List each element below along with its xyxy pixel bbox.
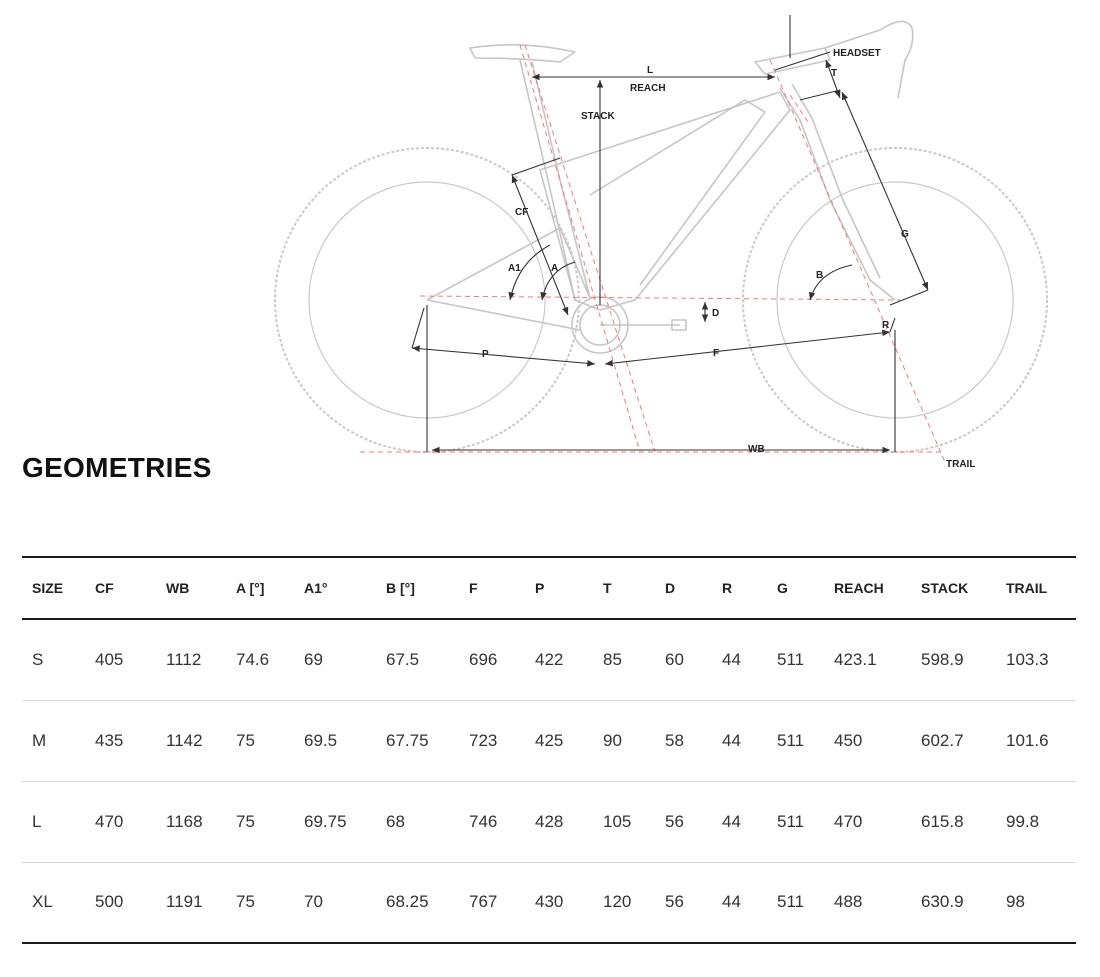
- table-cell: 120: [603, 892, 632, 912]
- column-header: A1°: [304, 580, 328, 596]
- column-header: A [°]: [236, 580, 265, 596]
- column-header: D: [665, 580, 676, 596]
- table-row: [22, 700, 1076, 781]
- table-cell: 1142: [166, 730, 203, 750]
- table-cell: 405: [95, 649, 124, 669]
- column-header: TRAIL: [1006, 580, 1048, 596]
- table-cell: 75: [236, 811, 255, 831]
- bike-frame: [427, 21, 913, 353]
- size-cell: XL: [32, 892, 53, 912]
- table-row: [22, 781, 1076, 862]
- table-cell: 598.9: [921, 649, 964, 669]
- table-header: [22, 557, 1076, 619]
- table-cell: 69.5: [304, 730, 338, 750]
- column-header: P: [535, 580, 545, 596]
- geometry-table: [22, 556, 1076, 944]
- table-row: [22, 619, 1076, 700]
- wb-label: WB: [748, 444, 765, 455]
- table-cell: 630.9: [921, 892, 964, 912]
- table-cell: 74.6: [236, 649, 270, 669]
- table-cell: 68.25: [386, 892, 429, 912]
- table-cell: 90: [603, 730, 622, 750]
- table-cell: 105: [603, 811, 632, 831]
- table-cell: 696: [469, 649, 498, 669]
- table-cell: 44: [722, 730, 741, 750]
- dimension-lines: [412, 15, 928, 452]
- table-cell: 75: [236, 892, 255, 912]
- table-cell: 602.7: [921, 730, 964, 750]
- table-cell: 430: [535, 892, 564, 912]
- table-cell: 470: [95, 811, 124, 831]
- table-cell: 435: [95, 730, 124, 750]
- column-header: REACH: [834, 580, 884, 596]
- r-label: R: [882, 320, 890, 331]
- table-cell: 488: [834, 892, 863, 912]
- table-cell: 511: [777, 811, 805, 831]
- table-cell: 101.6: [1006, 730, 1049, 750]
- column-header: WB: [166, 580, 190, 596]
- b-label: B: [816, 270, 824, 281]
- table-cell: 511: [777, 649, 805, 669]
- column-header: T: [603, 580, 612, 596]
- trail-label: TRAIL: [946, 459, 976, 470]
- table-cell: 450: [834, 730, 863, 750]
- table-cell: 723: [469, 730, 498, 750]
- table-body: [22, 619, 1076, 943]
- column-header: STACK: [921, 580, 969, 596]
- table-cell: 767: [469, 892, 498, 912]
- stack-label: STACK: [581, 111, 615, 122]
- table-cell: 70: [304, 892, 323, 912]
- table-cell: 103.3: [1006, 649, 1049, 669]
- table-cell: 470: [834, 811, 863, 831]
- column-header: G: [777, 580, 788, 596]
- table-row: [22, 862, 1076, 943]
- p-label: P: [482, 349, 489, 360]
- table-cell: 44: [722, 892, 741, 912]
- table-cell: 75: [236, 730, 255, 750]
- column-header: CF: [95, 580, 114, 596]
- table-cell: 44: [722, 811, 741, 831]
- column-header: R: [722, 580, 733, 596]
- table-cell: 60: [665, 649, 684, 669]
- table-cell: 500: [95, 892, 124, 912]
- l-label: L: [647, 65, 654, 76]
- table-cell: 423.1: [834, 649, 877, 669]
- table-cell: 1191: [166, 892, 203, 912]
- table-cell: 615.8: [921, 811, 964, 831]
- table-cell: 56: [665, 892, 684, 912]
- column-header: F: [469, 580, 478, 596]
- cf-label: CF: [515, 207, 529, 218]
- table-cell: 44: [722, 649, 741, 669]
- d-label: D: [712, 308, 720, 319]
- bike-geometry-diagram: [0, 0, 1100, 480]
- g-label: G: [901, 229, 909, 240]
- table-cell: 425: [535, 730, 564, 750]
- table-cell: 1112: [166, 649, 202, 669]
- size-cell: L: [32, 811, 42, 831]
- table-cell: 56: [665, 811, 684, 831]
- t-label: T: [831, 68, 838, 79]
- table-cell: 511: [777, 730, 805, 750]
- a1-label: A1: [508, 263, 521, 274]
- table-cell: 67.5: [386, 649, 420, 669]
- table-cell: 511: [777, 892, 805, 912]
- reach-label: REACH: [630, 83, 666, 94]
- headset-label: HEADSET: [833, 48, 881, 59]
- table-cell: 99.8: [1006, 811, 1040, 831]
- table-cell: 69: [304, 649, 323, 669]
- table-cell: 422: [535, 649, 564, 669]
- a-label: A: [551, 263, 559, 274]
- table-cell: 428: [535, 811, 564, 831]
- table-cell: 58: [665, 730, 684, 750]
- table-cell: 68: [386, 811, 405, 831]
- column-header: B [°]: [386, 580, 415, 596]
- f-label: F: [713, 348, 720, 359]
- column-header: SIZE: [32, 580, 64, 596]
- table-cell: 67.75: [386, 730, 429, 750]
- size-cell: S: [32, 649, 44, 669]
- table-cell: 69.75: [304, 811, 347, 831]
- table-cell: 746: [469, 811, 498, 831]
- size-cell: M: [32, 730, 47, 750]
- page-title: GEOMETRIES: [22, 452, 212, 483]
- table-cell: 85: [603, 649, 622, 669]
- table-header-row: [22, 557, 1076, 619]
- table-cell: 1168: [166, 811, 203, 831]
- table-cell: 98: [1006, 892, 1025, 912]
